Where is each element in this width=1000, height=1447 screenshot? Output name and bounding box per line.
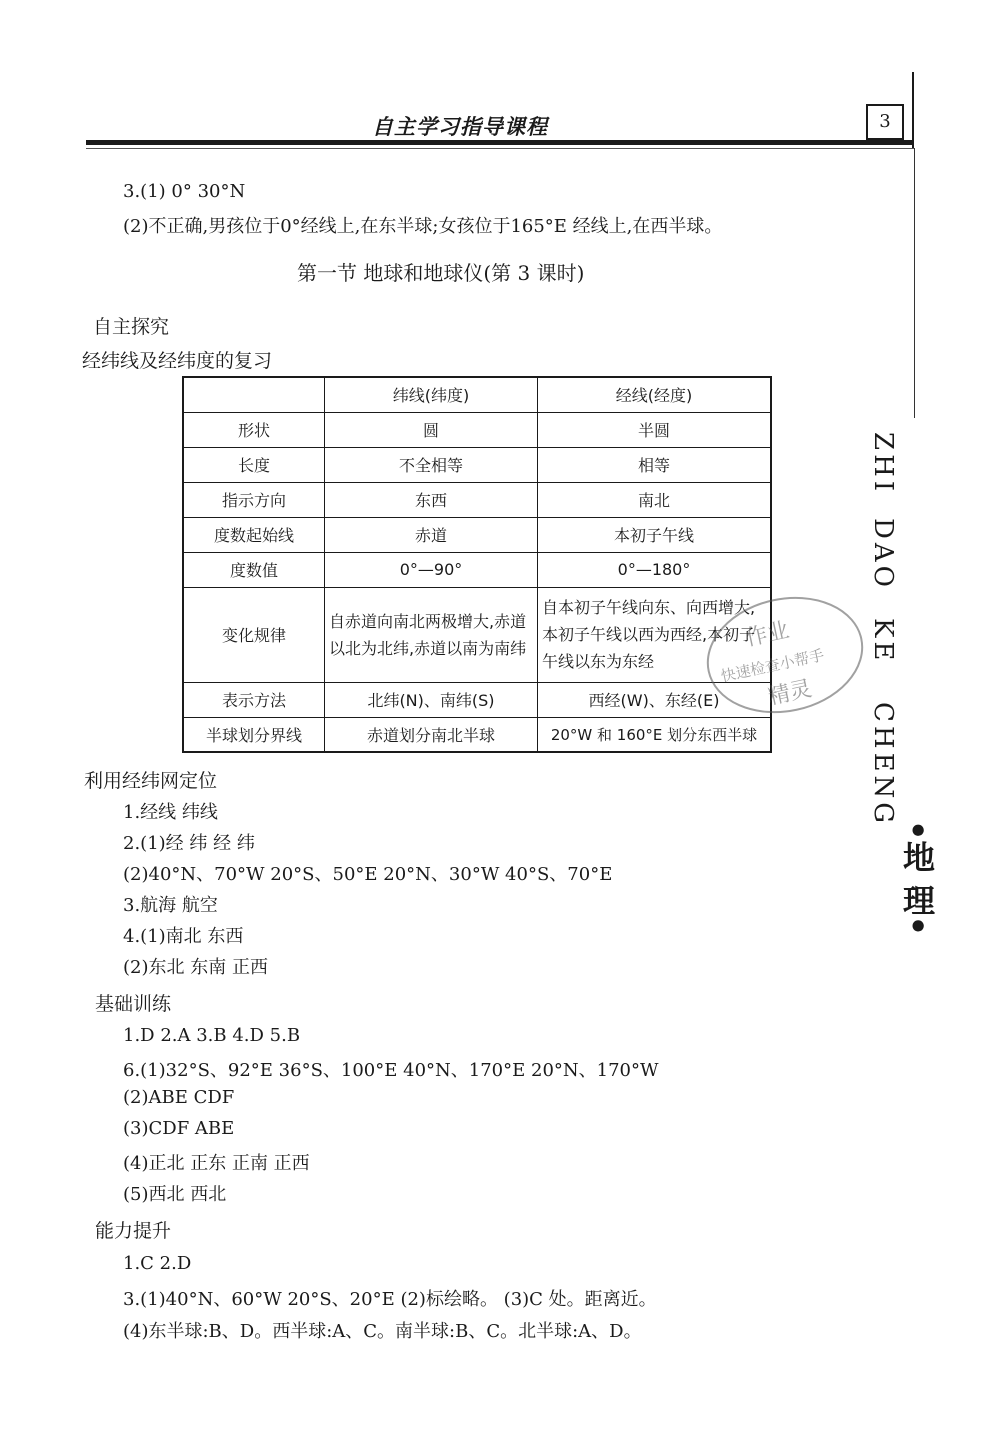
table-row (183, 447, 771, 482)
table-row (183, 482, 771, 517)
stamp-text: 作业 (743, 617, 792, 652)
answer-line: (2)不正确,男孩位于0°经线上,在东半球;女孩位于165°E 经线上,在西半球。 (123, 216, 723, 237)
table-cell: 北纬(N)、南纬(S) (325, 682, 538, 717)
table-cell: 赤道 (325, 517, 538, 552)
table-row (183, 377, 771, 412)
answer-line: (2)东北 东南 正西 (123, 957, 268, 978)
table-cell: 南北 (538, 482, 772, 517)
table-cell: 半圆 (538, 412, 772, 447)
table-row (183, 587, 771, 682)
table-cell: 相等 (538, 447, 772, 482)
table-cell: 0°—180° (538, 552, 772, 587)
side-pinyin-word: CHENG (868, 702, 898, 828)
side-pinyin-word: ZHI (868, 432, 898, 496)
table-cell: 赤道划分南北半球 (325, 717, 538, 752)
side-pinyin-word: DAO (868, 518, 898, 591)
table-cell: 20°W 和 160°E 划分东西半球 (538, 717, 772, 752)
table-cell: 西经(W)、东经(E) (538, 682, 772, 717)
heading-ability: 能力提升 (95, 1220, 172, 1242)
header-rule (86, 140, 914, 145)
side-subject: •地 理• (898, 820, 936, 937)
table-row (183, 517, 771, 552)
table-cell (183, 377, 325, 412)
heading-explore: 自主探究 (93, 316, 170, 338)
answer-line: (4)东半球:B、D。西半球:A、C。南半球:B、C。北半球:A、D。 (123, 1321, 642, 1342)
table-row (183, 552, 771, 587)
table-header-cell: 纬线(纬度) (325, 377, 538, 412)
table-cell: 度数值 (183, 552, 325, 587)
latlon-table (182, 376, 772, 753)
watermark-stamp (700, 590, 870, 720)
heading-basic: 基础训练 (95, 993, 172, 1015)
answer-line: (5)西北 西北 (123, 1184, 227, 1205)
table-cell: 自本初子午线向东、向西增大,本初子午线以西为西经,本初子午线以东为东经 (538, 587, 772, 682)
answer-line: 3.(1) 0° 30°N (123, 181, 246, 202)
table-cell: 指示方向 (183, 482, 325, 517)
header-title: 自主学习指导课程 (372, 115, 548, 139)
table-cell: 不全相等 (325, 447, 538, 482)
margin-rule-top (912, 72, 914, 148)
table-cell: 本初子午线 (538, 517, 772, 552)
answer-line: 4.(1)南北 东西 (123, 926, 244, 947)
answer-line: 2.(1)经 纬 经 纬 (123, 833, 255, 854)
table-row (183, 412, 771, 447)
stamp-text: 快速检查小帮手 (719, 646, 826, 686)
answer-line: 6.(1)32°S、92°E 36°S、100°E 40°N、170°E 20°N、170°W (123, 1060, 659, 1081)
heading-review: 经纬线及经纬度的复习 (82, 350, 273, 372)
heading-locate: 利用经纬网定位 (84, 770, 218, 792)
stamp-text: 精灵 (765, 676, 815, 711)
side-pinyin-word: KE (868, 618, 898, 665)
answer-line: 1.D 2.A 3.B 4.D 5.B (123, 1025, 301, 1046)
table-cell: 形状 (183, 412, 325, 447)
table-row (183, 682, 771, 717)
answer-line: 3.航海 航空 (123, 895, 218, 916)
answer-line: (3)CDF ABE (123, 1118, 235, 1139)
margin-rule (914, 148, 915, 418)
table-row (183, 717, 771, 752)
table-cell: 半球划分界线 (183, 717, 325, 752)
answer-line: 3.(1)40°N、60°W 20°S、20°E (2)标绘略。 (3)C 处。距离近。 (123, 1289, 657, 1310)
table-cell: 东西 (325, 482, 538, 517)
table-cell: 自赤道向南北两极增大,赤道以北为北纬,赤道以南为南纬 (325, 587, 538, 682)
table-cell: 度数起始线 (183, 517, 325, 552)
table-cell: 长度 (183, 447, 325, 482)
header-rule-thin (86, 148, 914, 149)
table-header-cell: 经线(经度) (538, 377, 772, 412)
answer-line: (2)40°N、70°W 20°S、50°E 20°N、30°W 40°S、70°E (123, 864, 613, 885)
answer-line: (4)正北 正东 正南 正西 (123, 1153, 310, 1174)
table-cell: 0°—90° (325, 552, 538, 587)
answer-line: (2)ABE CDF (123, 1087, 235, 1108)
table-cell: 变化规律 (183, 587, 325, 682)
answer-line: 1.C 2.D (123, 1253, 192, 1274)
table-cell: 表示方法 (183, 682, 325, 717)
table-cell: 圆 (325, 412, 538, 447)
page-number: 3 (866, 104, 904, 140)
answer-line: 1.经线 纬线 (123, 802, 218, 823)
section-title: 第一节 地球和地球仪(第 3 课时) (297, 261, 585, 285)
